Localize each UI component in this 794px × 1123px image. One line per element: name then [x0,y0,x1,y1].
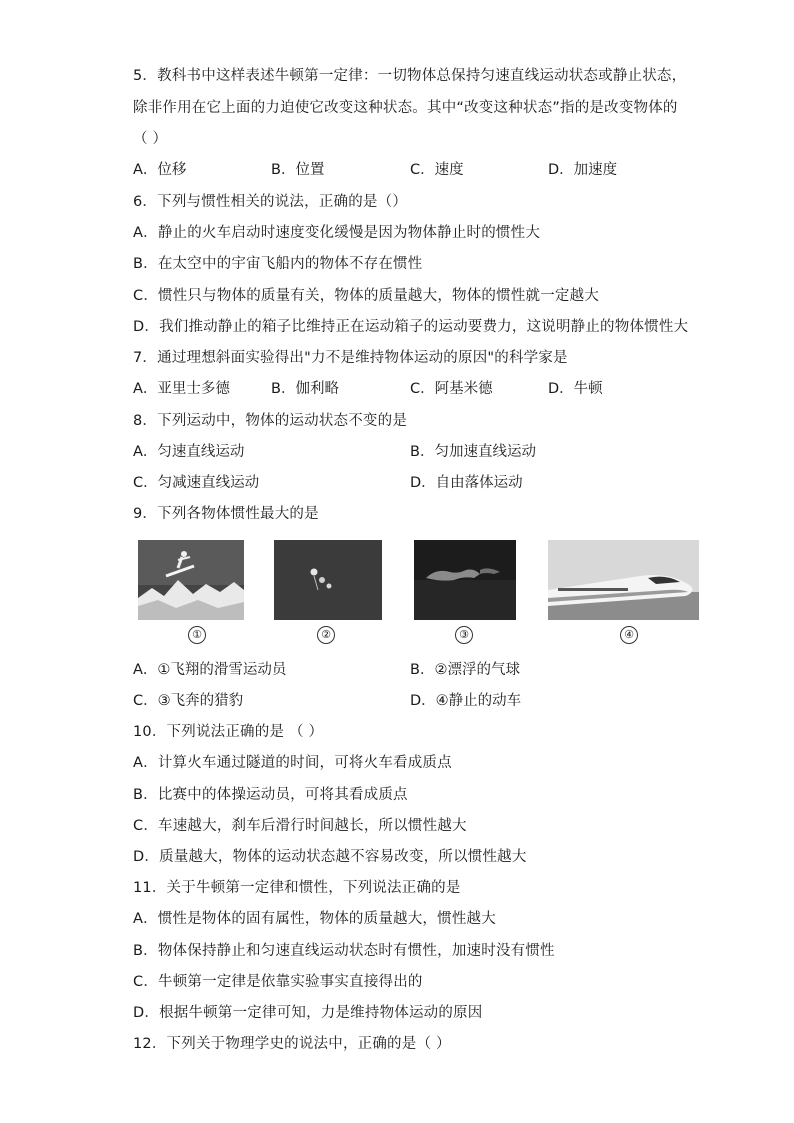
q9-option-a: A．①飞翔的滑雪运动员 [133,662,287,678]
q5-option-c: C．速度 [410,162,464,178]
q8-option-b: B．匀加速直线运动 [410,444,536,460]
q8-option-c: C．匀减速直线运动 [133,475,260,491]
image-label-2: ② [317,626,335,644]
q10-option-d: D．质量越大，物体的运动状态越不容易改变，所以惯性越大 [133,849,527,865]
q10-option-a: A．计算火车通过隧道的时间，可将火车看成质点 [133,755,452,771]
q6-option-c: C．惯性只与物体的质量有关，物体的质量越大，物体的惯性就一定越大 [133,288,600,304]
q8-option-d: D．自由落体运动 [410,475,523,491]
q11-option-c: C．牛顿第一定律是依靠实验事实直接得出的 [133,974,423,990]
image-label-1: ① [188,626,206,644]
q5-stem-line2: 除非作用在它上面的力迫使它改变这种状态。其中“改变这种状态”指的是改变物体的 [133,100,678,116]
q6-option-d: D．我们推动静止的箱子比维持正在运动箱子的运动要费力，这说明静止的物体惯性大 [133,319,689,335]
q5-stem-line1: 5．教科书中这样表述牛顿第一定律：一切物体总保持匀速直线运动状态或静止状态， [133,68,687,84]
q8-option-a: A．匀速直线运动 [133,444,245,460]
balloon-photo [274,540,382,620]
q10-option-c: C．车速越大，刹车后滑行时间越长，所以惯性越大 [133,818,467,834]
q10-option-b: B．比赛中的体操运动员，可将其看成质点 [133,787,408,803]
q7-option-c: C．阿基米德 [410,381,493,397]
q9-stem: 9．下列各物体惯性最大的是 [133,506,319,522]
cheetah-photo [414,540,516,620]
q11-option-b: B．物体保持静止和匀速直线运动状态时有惯性，加速时没有惯性 [133,943,555,959]
q7-stem: 7．通过理想斜面实验得出"力不是维持物体运动的原因"的科学家是 [133,350,568,366]
q6-option-a: A．静止的火车启动时速度变化缓慢是因为物体静止时的惯性大 [133,225,541,241]
q5-option-a: A．位移 [133,162,187,178]
q5-option-b: B．位置 [271,162,325,178]
q7-option-d: D．牛顿 [548,381,603,397]
q11-option-a: A．惯性是物体的固有属性，物体的质量越大，惯性越大 [133,911,496,927]
image-label-3: ③ [455,626,473,644]
q10-stem: 10．下列说法正确的是 （ ） [133,724,324,740]
q12-stem: 12．下列关于物理学史的说法中，正确的是（ ） [133,1036,451,1052]
train-photo [548,540,699,620]
q5-answer-paren: （ ） [133,131,168,147]
snowboarder-photo [138,540,244,620]
image-label-4: ④ [620,626,638,644]
q9-option-b: B．②漂浮的气球 [410,662,520,678]
q9-option-c: C．③飞奔的猎豹 [133,693,244,709]
q9-option-d: D．④静止的动车 [410,693,522,709]
q11-option-d: D．根据牛顿第一定律可知，力是维持物体运动的原因 [133,1005,483,1021]
q6-option-b: B．在太空中的宇宙飞船内的物体不存在惯性 [133,256,423,272]
q11-stem: 11．关于牛顿第一定律和惯性，下列说法正确的是 [133,880,461,896]
q7-option-a: A．亚里士多德 [133,381,230,397]
q6-stem: 6．下列与惯性相关的说法，正确的是（） [133,194,408,210]
q5-option-d: D．加速度 [548,162,618,178]
q7-option-b: B．伽利略 [271,381,339,397]
q8-stem: 8．下列运动中，物体的运动状态不变的是 [133,413,408,429]
